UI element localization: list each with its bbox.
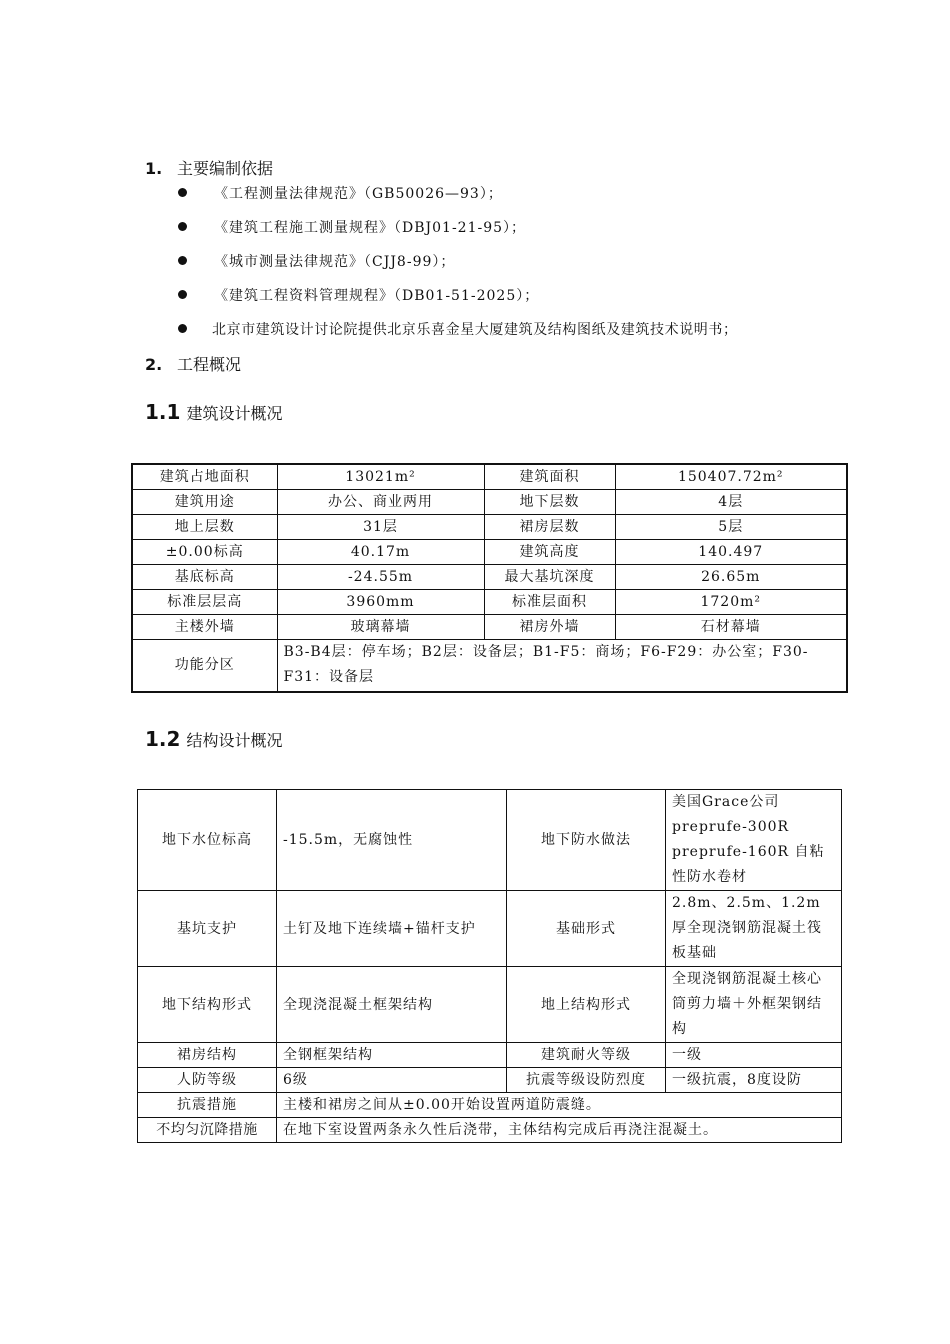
table-row xyxy=(132,565,847,590)
table-cell: 不均匀沉降措施 xyxy=(138,1118,277,1143)
table-cell: 最大基坑深度 xyxy=(484,565,615,590)
table-cell: 石材幕墙 xyxy=(615,615,847,640)
table-cell: -15.5m，无腐蚀性 xyxy=(277,790,507,891)
table-cell: 主楼和裙房之间从±0.00开始设置两道防震缝。 xyxy=(277,1093,842,1118)
table-cell: 主楼外墙 xyxy=(132,615,277,640)
table-row xyxy=(138,790,842,891)
list-item-text: 《工程测量法律规范》（GB50026—93）； xyxy=(214,186,503,202)
list-item-text: 《建筑工程施工测量规程》（DBJ01-21-95）； xyxy=(214,220,527,236)
subsection-number: 1.2 xyxy=(145,727,181,751)
table-cell: 基坑支护 xyxy=(138,891,277,967)
table-cell: 地下层数 xyxy=(484,490,615,515)
structure-design-table xyxy=(137,789,842,1143)
table-cell: ±0.00标高 xyxy=(132,540,277,565)
table-cell: 4层 xyxy=(615,490,847,515)
subsection-title: 结构设计概况 xyxy=(186,731,283,750)
table-cell: 抗震等级设防烈度 xyxy=(507,1068,666,1093)
section-title: 主要编制依据 xyxy=(177,159,274,178)
table-cell: 基础形式 xyxy=(507,891,666,967)
table-cell: 地上结构形式 xyxy=(507,967,666,1043)
table-cell: 裙房外墙 xyxy=(484,615,615,640)
table-cell: 地上层数 xyxy=(132,515,277,540)
list-item-text: 北京市建筑设计讨论院提供北京乐喜金星大厦建筑及结构图纸及建筑技术说明书； xyxy=(212,322,738,338)
subsection-number: 1.1 xyxy=(145,400,181,424)
table-cell: -24.55m xyxy=(277,565,484,590)
bullet-icon xyxy=(178,222,187,231)
table-cell: 土钉及地下连续墙+锚杆支护 xyxy=(277,891,507,967)
table-cell: 140.497 xyxy=(615,540,847,565)
table-cell: 13021m² xyxy=(277,464,484,490)
table-cell: 建筑耐火等级 xyxy=(507,1043,666,1068)
table-cell: 玻璃幕墙 xyxy=(277,615,484,640)
table-cell: 裙房层数 xyxy=(484,515,615,540)
table-cell: 建筑用途 xyxy=(132,490,277,515)
table-cell: 标准层面积 xyxy=(484,590,615,615)
table-cell: 裙房结构 xyxy=(138,1043,277,1068)
building-design-table xyxy=(131,463,848,693)
table-cell: 标准层层高 xyxy=(132,590,277,615)
table-cell: 地下结构形式 xyxy=(138,967,277,1043)
table-cell: 31层 xyxy=(277,515,484,540)
table-cell: 地下水位标高 xyxy=(138,790,277,891)
table-row xyxy=(132,515,847,540)
table-row xyxy=(132,464,847,490)
table-cell: 1720m² xyxy=(615,590,847,615)
table-cell: 一级抗震，8度设防 xyxy=(666,1068,842,1093)
table-cell: 6级 xyxy=(277,1068,507,1093)
table-cell: 2.8m、2.5m、1.2m厚全现浇钢筋混凝土筏板基础 xyxy=(666,891,842,967)
table-cell: 建筑高度 xyxy=(484,540,615,565)
table-cell: 人防等级 xyxy=(138,1068,277,1093)
table-row xyxy=(138,967,842,1043)
list-item-text: 《城市测量法律规范》（CJJ8-99）； xyxy=(214,254,456,270)
table-cell: B3-B4层：停车场；B2层：设备层；B1-F5：商场；F6-F29：办公室；F30-F31：设备层 xyxy=(277,640,847,692)
table-cell: 美国Grace公司 preprufe-300R preprufe-160R 自粘性防水卷材 xyxy=(666,790,842,891)
table-cell: 办公、商业两用 xyxy=(277,490,484,515)
subsection-title: 建筑设计概况 xyxy=(186,404,283,423)
section-title: 工程概况 xyxy=(177,355,242,374)
table-cell: 全钢框架结构 xyxy=(277,1043,507,1068)
section-number: 2. xyxy=(145,355,163,374)
table-row xyxy=(138,1043,842,1068)
bullet-icon xyxy=(178,188,187,197)
section-2-heading xyxy=(145,352,241,375)
table-cell: 150407.72m² xyxy=(615,464,847,490)
bullet-icon xyxy=(178,324,187,333)
subsection-1-1-heading xyxy=(145,400,282,424)
table-cell: 40.17m xyxy=(277,540,484,565)
table-cell: 全现浇混凝土框架结构 xyxy=(277,967,507,1043)
table-cell: 全现浇钢筋混凝土核心筒剪力墙＋外框架钢结构 xyxy=(666,967,842,1043)
table-cell: 建筑占地面积 xyxy=(132,464,277,490)
bullet-icon xyxy=(178,256,187,265)
subsection-1-2-heading xyxy=(145,727,282,751)
table-row xyxy=(132,540,847,565)
table-cell: 3960mm xyxy=(277,590,484,615)
table-row xyxy=(132,590,847,615)
table-cell: 地下防水做法 xyxy=(507,790,666,891)
table-cell: 一级 xyxy=(666,1043,842,1068)
table-row xyxy=(138,1068,842,1093)
table-cell: 26.65m xyxy=(615,565,847,590)
table-cell: 5层 xyxy=(615,515,847,540)
section-1-heading xyxy=(145,156,273,179)
table-cell: 基底标高 xyxy=(132,565,277,590)
table-row xyxy=(132,490,847,515)
table-cell: 功能分区 xyxy=(132,640,277,692)
table-row xyxy=(138,1093,842,1118)
table-row xyxy=(132,640,847,692)
bullet-icon xyxy=(178,290,187,299)
table-cell: 在地下室设置两条永久性后浇带，主体结构完成后再浇注混凝土。 xyxy=(277,1118,842,1143)
table-row xyxy=(132,615,847,640)
list-item-text: 《建筑工程资料管理规程》（DB01-51-2025）； xyxy=(214,288,540,304)
table-cell: 建筑面积 xyxy=(484,464,615,490)
table-row xyxy=(138,1118,842,1143)
table-row xyxy=(138,891,842,967)
section-number: 1. xyxy=(145,159,163,178)
table-cell: 抗震措施 xyxy=(138,1093,277,1118)
